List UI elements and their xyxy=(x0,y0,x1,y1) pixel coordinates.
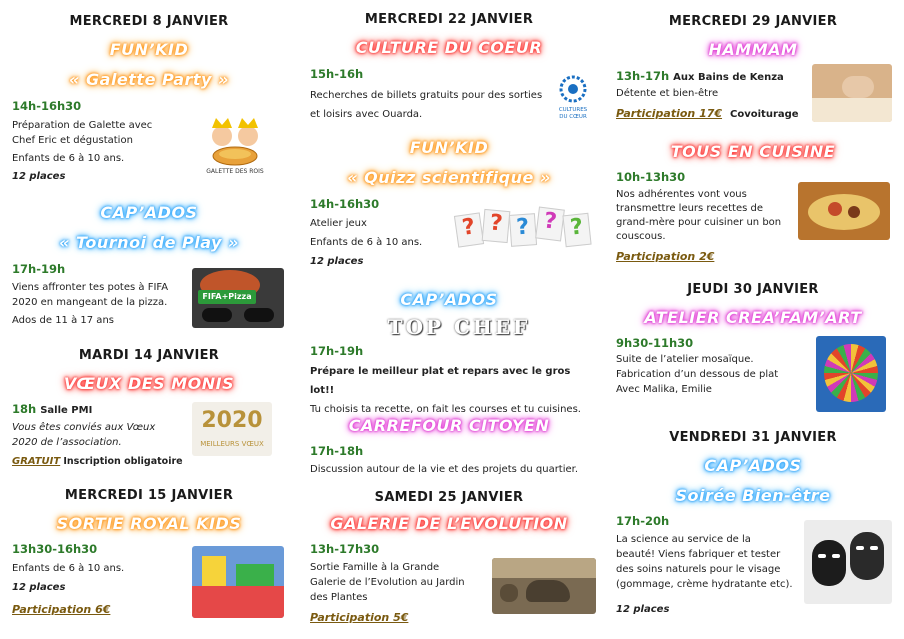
event-description: Suite de l’atelier mosaïque. Fabrication d’un dessous de plat Avec Malika, Emilie xyxy=(616,354,779,395)
event-description: Discussion autour de la vie et des projets du quartier. xyxy=(310,464,579,475)
event-title: CARREFOUR CITOYEN xyxy=(348,416,550,435)
day-heading: MERCREDI 15 JANVIER xyxy=(64,488,234,503)
event-title: CAP’ADOS xyxy=(100,203,198,222)
gratuit-line: GRATUIT Inscription obligatoire xyxy=(12,456,183,467)
event-time: 17h-18h xyxy=(310,444,364,458)
event-title: CAP’ADOS xyxy=(400,290,498,309)
royal-kids-image xyxy=(192,546,284,618)
day-heading: JEUDI 30 JANVIER xyxy=(687,282,819,297)
cultures-du-coeur-logo: CULTURES DU CŒUR xyxy=(550,72,596,128)
event-description: Enfants de 6 à 10 ans. xyxy=(12,563,125,574)
event-title: FUN’KID xyxy=(409,138,489,157)
event-time: 14h-16h30 xyxy=(310,197,380,211)
top-chef-logo: TOP CHEF xyxy=(387,315,531,339)
event-description: Prépare le meilleur plat et repars avec le gros lot!! Tu choisis ta recette, on fait les courses et tu cuisines. xyxy=(310,366,581,415)
event-description: Nos adhérentes vont vous transmettre leurs recettes de grand-mère pour cuisiner un bon couscous. xyxy=(616,189,782,242)
participation-price: Participation 6€ xyxy=(12,603,111,616)
couscous-image xyxy=(798,182,890,240)
event-time: 14h-16h30 xyxy=(12,99,82,113)
day-heading: MARDI 14 JANVIER xyxy=(78,348,220,363)
event-subtitle: Soirée Bien-être xyxy=(675,486,831,505)
event-title: VŒUX DES MONIS xyxy=(63,374,235,393)
event-time: 10h-13h30 xyxy=(616,170,686,184)
event-description: Sortie Famille à la Grande Galerie de l’Evolution au Jardin des Plantes xyxy=(310,562,465,603)
event-time: 13h-17h30 xyxy=(310,542,380,556)
masks-image xyxy=(804,520,892,604)
event-title: ATELIER CREA’FAM’ART xyxy=(644,308,862,327)
column-2 xyxy=(304,0,594,639)
event-time: 17h-19h xyxy=(12,262,66,276)
day-heading: VENDREDI 31 JANVIER xyxy=(669,430,837,445)
event-title: CULTURE DU COEUR xyxy=(355,38,543,57)
participation-price: Participation 5€ xyxy=(310,611,409,624)
event-title: TOUS EN CUISINE xyxy=(670,142,836,161)
event-time: 15h-16h xyxy=(310,67,364,81)
participation-price: Participation 2€ xyxy=(616,250,715,263)
places-count: 12 places xyxy=(12,171,66,182)
event-title: CAP’ADOS xyxy=(704,456,802,475)
event-description: Atelier jeux Enfants de 6 à 10 ans. xyxy=(310,218,423,248)
event-subtitle: « Tournoi de Play » xyxy=(59,233,239,252)
event-time: 13h-17h Aux Bains de Kenza xyxy=(616,69,784,83)
event-subtitle: « Galette Party » xyxy=(69,70,229,89)
fifa-pizza-image: FIFA+Pizza xyxy=(192,268,284,328)
hammam-image xyxy=(812,64,892,122)
places-count: 12 places xyxy=(12,582,66,593)
day-heading: MERCREDI 29 JANVIER xyxy=(668,14,838,29)
event-title: SORTIE ROYAL KIDS xyxy=(56,514,242,533)
event-time: 17h-19h xyxy=(310,344,364,358)
event-description: Recherches de billets gratuits pour des sorties et loisirs avec Ouarda. xyxy=(310,90,543,120)
mosaic-image xyxy=(816,336,886,412)
event-description: Détente et bien-être xyxy=(616,88,719,99)
event-title: HAMMAM xyxy=(708,40,798,59)
event-description: Préparation de Galette avec Chef Eric et dégustation Enfants de 6 à 10 ans. xyxy=(12,120,153,164)
day-heading: MERCREDI 22 JANVIER xyxy=(364,12,534,27)
day-heading: MERCREDI 8 JANVIER xyxy=(69,14,229,29)
galerie-evolution-image xyxy=(492,558,596,614)
event-title: FUN’KID xyxy=(109,40,189,59)
event-title: GALERIE DE L’EVOLUTION xyxy=(330,514,568,533)
question-marks-image: ? ? ? ? ? xyxy=(456,208,592,252)
event-time: 17h-20h xyxy=(616,514,670,528)
event-description: Viens affronter tes potes à FIFA 2020 en mangeant de la pizza. Ados de 11 à 17 ans xyxy=(12,282,169,326)
column-1 xyxy=(4,0,294,639)
event-subtitle: « Quizz scientifique » xyxy=(347,168,551,187)
participation-price: Participation 17€ Covoiturage xyxy=(616,107,799,120)
event-time: 9h30-11h30 xyxy=(616,336,694,350)
places-count: 12 places xyxy=(616,604,670,615)
places-count: 12 places xyxy=(310,256,364,267)
event-time: 18h Salle PMI xyxy=(12,402,93,416)
column-3 xyxy=(608,0,898,639)
event-description: Vous êtes conviés aux Vœux 2020 de l’association. xyxy=(12,422,156,448)
day-heading: SAMEDI 25 JANVIER xyxy=(374,490,524,505)
voeux-2020-image: 2020 MEILLEURS VŒUX xyxy=(192,402,272,456)
event-description: La science au service de la beauté! Viens fabriquer et tester des soins naturels pour le visage (gommage, crème hydratante etc). xyxy=(616,534,793,590)
event-time: 13h30-16h30 xyxy=(12,542,98,556)
galette-image: GALETTE DES ROIS xyxy=(194,116,276,180)
